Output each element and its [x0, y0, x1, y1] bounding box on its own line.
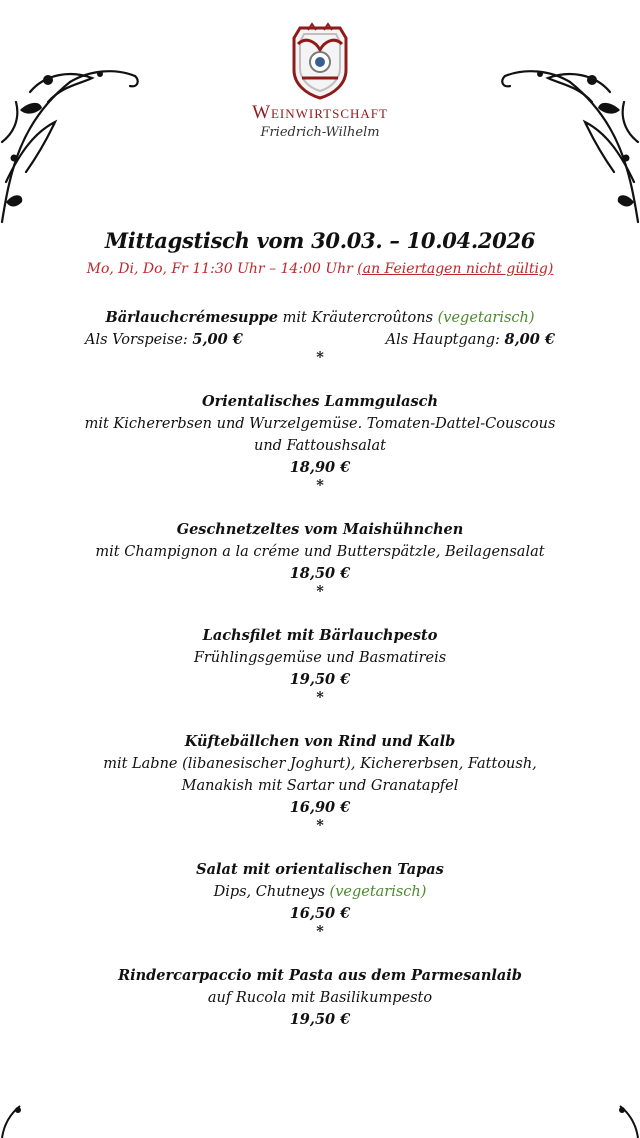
- dish-name: Orientalisches Lammgulasch: [201, 393, 439, 410]
- menu-item: [20, 731, 620, 833]
- menu-item: [20, 391, 620, 493]
- corner-ornament-bottom-left-icon: [0, 1100, 24, 1138]
- crest-icon: [288, 22, 352, 100]
- menu-item: [20, 859, 620, 939]
- menu-item: [20, 965, 620, 1031]
- separator: *: [316, 583, 324, 600]
- brand-subtitle: Friedrich-Wilhelm: [260, 125, 380, 140]
- dish-name: Salat mit orientalischen Tapas: [196, 861, 444, 878]
- dish-name: Küftebällchen von Rind und Kalb: [184, 733, 456, 750]
- dish-price: 18,90 €: [289, 459, 351, 476]
- dish-price: 19,50 €: [289, 671, 351, 688]
- dish-description: mit Labne (libanesischer Joghurt), Kichererbsen, Fattoush,: [103, 756, 537, 772]
- dish-price: 19,50 €: [289, 1011, 351, 1028]
- dish-description: Frühlingsgemüse und Basmatireis: [193, 650, 447, 666]
- dish-name: Rindercarpaccio mit Pasta aus dem Parmesanlaib: [118, 967, 522, 984]
- corner-ornament-bottom-right-icon: [616, 1100, 640, 1138]
- holiday-note: (an Feiertagen nicht gültig): [357, 261, 554, 277]
- separator: *: [316, 817, 324, 834]
- opening-hours-main: Mo, Di, Do, Fr 11:30 Uhr – 14:00 Uhr: [86, 261, 353, 277]
- dish-name: Bärlauchcrémesuppe: [105, 309, 279, 326]
- separator: *: [316, 923, 324, 940]
- logo: [0, 22, 640, 140]
- dish-name: Geschnetzeltes vom Maishühnchen: [176, 521, 464, 538]
- dish-description: Manakish mit Sartar und Granatapfel: [181, 778, 459, 794]
- dish-description: Dips, Chutneys (vegetarisch): [213, 884, 427, 900]
- dish-price: 16,90 €: [289, 799, 351, 816]
- vegetarian-tag: (vegetarisch): [437, 310, 535, 326]
- dish-price: 18,50 €: [289, 565, 351, 582]
- dish-description: auf Rucola mit Basilikumpesto: [207, 990, 433, 1006]
- starter-price: Als Vorspeise: 5,00 €: [85, 331, 243, 348]
- dish-description: und Fattoushsalat: [254, 438, 386, 454]
- separator: *: [316, 349, 324, 366]
- opening-hours: [0, 261, 640, 277]
- dish-description: mit Kichererbsen und Wurzelgemüse. Tomaten-Dattel-Couscous: [84, 416, 556, 432]
- main-course-price: Als Hauptgang: 8,00 €: [385, 331, 555, 348]
- menu-item-soup: [20, 307, 620, 365]
- dish-price: 16,50 €: [289, 905, 351, 922]
- page-title: Mittagstisch vom 30.03. – 10.04.2026: [104, 228, 536, 253]
- dish-name: Lachsfilet mit Bärlauchpesto: [202, 627, 438, 644]
- brand-name: Weinwirtschaft: [252, 102, 388, 123]
- dish-description: mit Champignon a la créme und Butterspätzle, Beilagensalat: [95, 544, 545, 560]
- separator: *: [316, 689, 324, 706]
- menu-item: [20, 625, 620, 705]
- menu-item: [20, 519, 620, 599]
- dish-description: mit Kräutercroûtons: [282, 310, 434, 326]
- separator: *: [316, 477, 324, 494]
- vegetarian-tag: (vegetarisch): [329, 884, 427, 900]
- menu-content: [0, 228, 640, 1031]
- soup-price-row: [85, 329, 555, 351]
